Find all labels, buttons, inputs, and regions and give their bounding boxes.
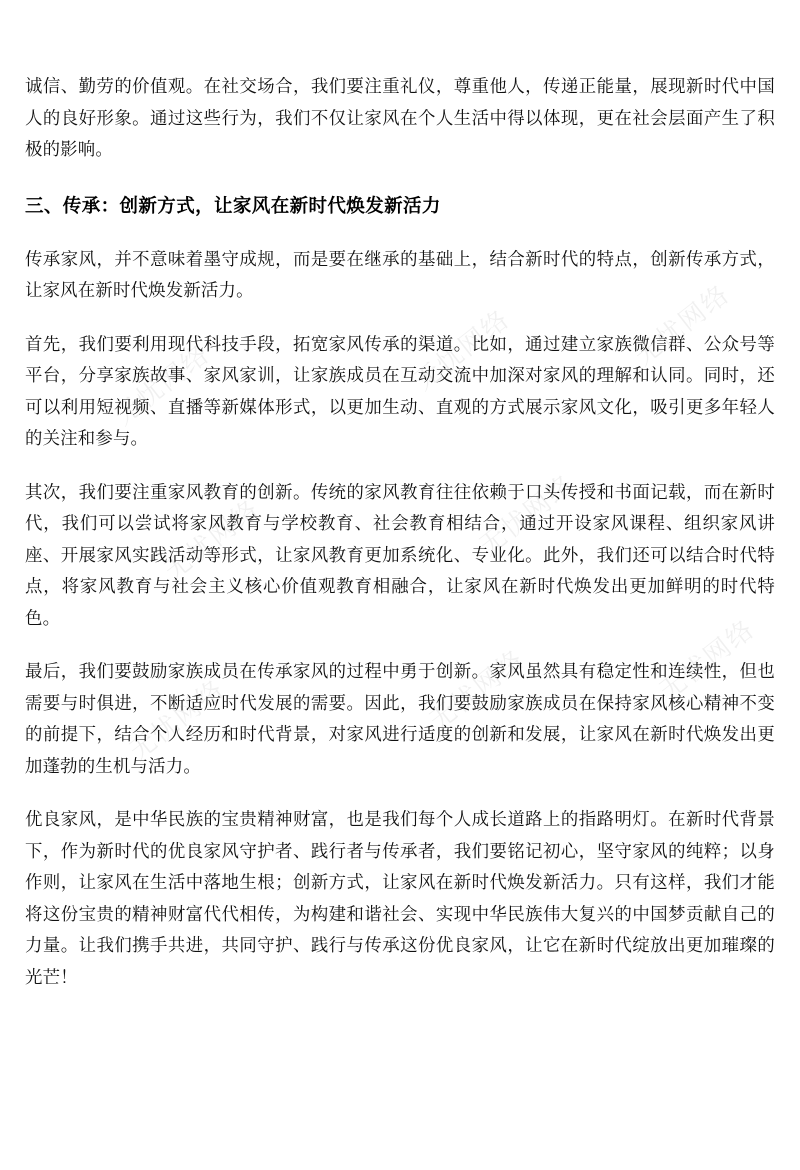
paragraph-3: 首先，我们要利用现代科技手段，拓宽家风传承的渠道。比如，通过建立家族微信群、公众号等平台，分享家族故事、家风家训，让家族成员在互动交流中加深对家风的理解和认同。同时，还可以利用短视频、直播等新媒体形式，以更加生动、直观的方式展示家风文化，吸引更多年轻人的关注和参与。 bbox=[25, 334, 775, 449]
watermark-text: 无忧网络 bbox=[654, 614, 761, 707]
watermark-text: 无忧网络 bbox=[409, 304, 516, 397]
watermark-text: 无忧网络 bbox=[474, 469, 581, 562]
paragraph-gap bbox=[25, 46, 775, 72]
section-heading-3: 三、传承：创新方式，让家风在新时代焕发新活力 bbox=[25, 195, 441, 217]
watermark-text: 无忧网络 bbox=[124, 674, 231, 767]
watermark-text: 无忧网络 bbox=[424, 644, 531, 737]
clipped-top-line bbox=[25, 0, 775, 5]
clipped-top-paragraph bbox=[25, 0, 775, 46]
paragraph-4: 其次，我们要注重家风教育的创新。传统的家风教育往往依赖于口头传授和书面记载，而在新时代，我们可以尝试将家风教育与学校教育、社会教育相结合，通过开设家风课程、组织家风讲座、开展家风实践活动等形式，让家风教育更加系统化、专业化。此外，我们还可以结合时代特点，将家风教育与社会主义核心价值观教育相融合，让家风在新时代焕发出更加鲜明的时代特色。 bbox=[25, 482, 775, 629]
paragraph-2: 传承家风，并不意味着墨守成规，而是要在继承的基础上，结合新时代的特点，创新传承方式，让家风在新时代焕发新活力。 bbox=[25, 249, 775, 301]
paragraph-5: 最后，我们要鼓励家族成员在传承家风的过程中勇于创新。家风虽然具有稳定性和连续性，但也需要与时俱进，不断适应时代发展的需要。因此，我们要鼓励家族成员在保持家风核心精神不变的前提下，结合个人经历和时代背景，对家风进行适度的创新和发展，让家风在新时代焕发出更加蓬勃的生机与活力。 bbox=[25, 662, 775, 777]
paragraph-1: 诚信、勤劳的价值观。在社交场合，我们要注重礼仪，尊重他人，传递正能量，展现新时代中国人的良好形象。通过这些行为，我们不仅让家风在个人生活中得以体现，更在社会层面产生了积极的影响。 bbox=[25, 77, 775, 160]
watermark-text: 无忧网络 bbox=[109, 339, 216, 432]
watermark-text: 无忧网络 bbox=[629, 279, 736, 372]
paragraph-6: 优良家风，是中华民族的宝贵精神财富，也是我们每个人成长道路上的指路明灯。在新时代背景下，作为新时代的优良家风守护者、践行者与传承者，我们要铭记初心，坚守家风的纯粹；以身作则，让家风在生活中落地生根；创新方式，让家风在新时代焕发新活力。只有这样，我们才能将这份宝贵的精神财富代代相传，为构建和谐社会、实现中华民族伟大复兴的中国梦贡献自己的力量。让我们携手共进，共同守护、践行与传承这份优良家风，让它在新时代绽放出更加璀璨的光芒！ bbox=[25, 810, 775, 988]
watermark-text: 无忧网络 bbox=[159, 494, 266, 587]
